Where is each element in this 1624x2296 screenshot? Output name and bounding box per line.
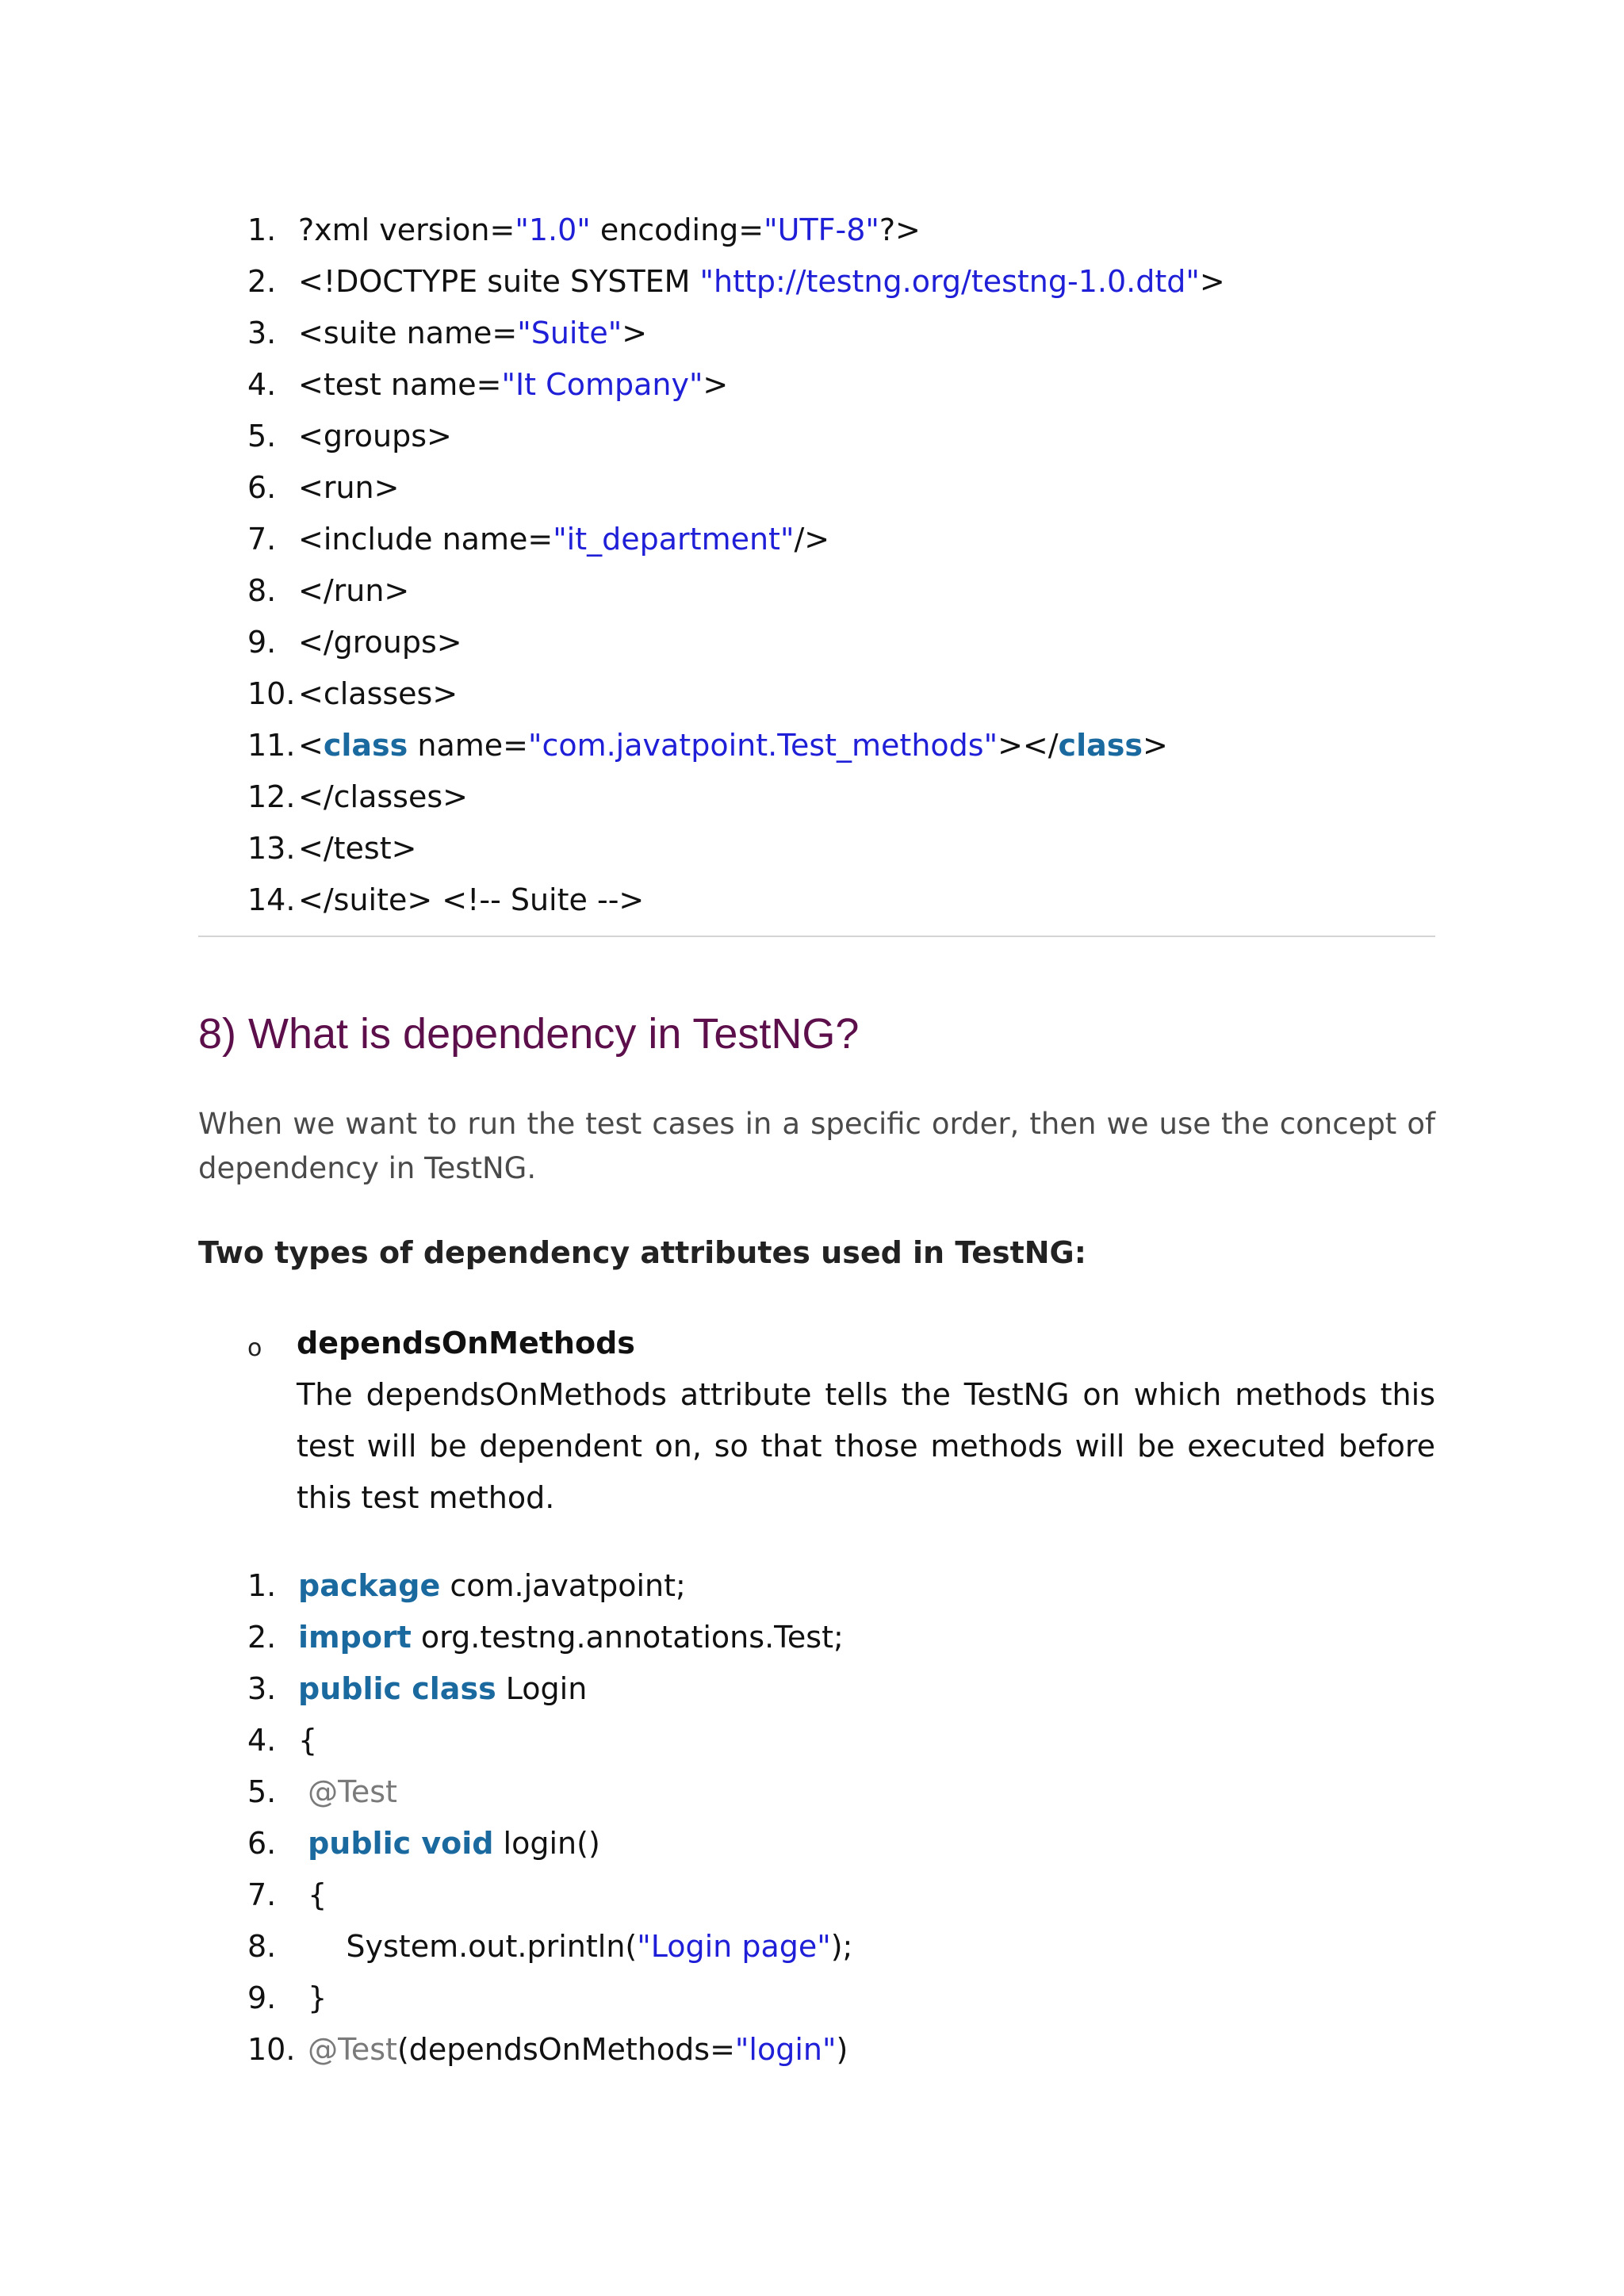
section-heading: 8) What is dependency in TestNG? (198, 1010, 860, 1058)
code-text: <run> (298, 470, 400, 505)
line-number: 4. (247, 1723, 277, 1758)
code-line (247, 1715, 852, 1766)
code-text: { (298, 1723, 318, 1758)
line-number: 8. (247, 1929, 277, 1964)
code-text: <include name= (298, 522, 553, 557)
code-text: > (703, 367, 729, 402)
code-text: <test name= (298, 367, 502, 402)
code-text: <classes> (298, 676, 458, 711)
code-line (247, 874, 1225, 926)
code-string: "UTF-8" (764, 212, 879, 247)
code-text: > (622, 316, 648, 350)
code-text: ></ (998, 728, 1059, 763)
code-text: (dependsOnMethods= (396, 2032, 735, 2067)
code-string: "com.javatpoint.Test_methods" (527, 728, 998, 763)
code-text: <groups> (298, 419, 452, 453)
code-text: > (1199, 264, 1225, 299)
code-keyword: import (298, 1620, 412, 1655)
section-divider (198, 936, 1435, 937)
code-text: /> (794, 522, 830, 557)
java-code-block (247, 1560, 852, 2076)
line-number: 2. (247, 264, 277, 299)
code-text: > (1142, 728, 1168, 763)
dependency-types-heading: Two types of dependency attributes used in TestNG: (198, 1235, 1086, 1270)
bullet-marker-icon: o (247, 1334, 262, 1362)
bullet-title: dependsOnMethods (297, 1326, 635, 1360)
code-text: <!DOCTYPE suite SYSTEM (298, 264, 700, 299)
code-text (298, 2032, 308, 2067)
code-line (247, 256, 1225, 308)
code-text: ?> (879, 212, 921, 247)
code-line (247, 565, 1225, 617)
code-line (247, 1663, 852, 1715)
dependency-bullet-list (198, 1318, 1435, 1524)
bullet-item-depends-on-methods (198, 1318, 1435, 1524)
code-keyword: public class (298, 1671, 496, 1706)
xml-code-block (247, 205, 1225, 926)
code-line (247, 617, 1225, 668)
line-number: 7. (247, 522, 277, 557)
code-line (247, 2024, 852, 2076)
code-line (247, 1560, 852, 1612)
code-text: } (298, 1980, 327, 2015)
code-annotation: @Test (298, 1774, 397, 1809)
line-number: 10. (247, 2032, 296, 2067)
intro-paragraph: When we want to run the test cases in a specific order, then we use the concept of dependency in TestNG. (198, 1107, 1435, 1185)
line-number: 12. (247, 779, 296, 814)
line-number: 1. (247, 212, 277, 247)
code-text: </groups> (298, 625, 462, 660)
code-text: name= (408, 728, 528, 763)
code-string: "1.0" (515, 212, 591, 247)
code-text: System.out.println( (298, 1929, 638, 1964)
code-keyword: class (1058, 728, 1143, 763)
code-line (247, 1921, 852, 1973)
code-keyword: class (323, 728, 408, 763)
code-text: </classes> (298, 779, 468, 814)
code-string: "login" (734, 2032, 837, 2067)
code-text: ?xml version= (298, 212, 515, 247)
code-text: </run> (298, 573, 410, 608)
line-number: 5. (247, 419, 277, 453)
line-number: 6. (247, 1826, 277, 1861)
line-number: 5. (247, 1774, 277, 1809)
line-number: 13. (247, 831, 296, 866)
line-number: 2. (247, 1620, 277, 1655)
line-number: 7. (247, 1877, 277, 1912)
code-line (247, 411, 1225, 462)
code-line (247, 1818, 852, 1869)
line-number: 3. (247, 1671, 277, 1706)
code-text: ); (830, 1929, 853, 1964)
code-text: </suite> <!-- Suite --> (298, 882, 645, 917)
code-line (247, 823, 1225, 874)
code-text: Login (496, 1671, 588, 1706)
line-number: 1. (247, 1568, 277, 1603)
code-line (247, 668, 1225, 720)
code-line (247, 514, 1225, 565)
code-line (247, 308, 1225, 359)
code-annotation: @Test (308, 2032, 397, 2067)
code-text: org.testng.annotations.Test; (411, 1620, 844, 1655)
code-keyword: public void (308, 1826, 494, 1861)
code-line (247, 720, 1225, 771)
code-string: "Login page" (637, 1929, 831, 1964)
code-text: login() (493, 1826, 600, 1861)
line-number: 14. (247, 882, 296, 917)
code-text: < (298, 728, 324, 763)
code-line (247, 1612, 852, 1663)
line-number: 9. (247, 625, 277, 660)
code-string: "Suite" (517, 316, 622, 350)
code-string: "it_department" (553, 522, 795, 557)
line-number: 3. (247, 316, 277, 350)
code-text (298, 1826, 308, 1861)
code-text: <suite name= (298, 316, 518, 350)
code-text: ) (836, 2032, 848, 2067)
code-line (247, 205, 1225, 256)
code-line (247, 1869, 852, 1921)
code-keyword: package (298, 1568, 441, 1603)
code-line (247, 359, 1225, 411)
code-string: "http://testng.org/testng-1.0.dtd" (699, 264, 1200, 299)
code-text: com.javatpoint; (440, 1568, 686, 1603)
code-line (247, 1973, 852, 2024)
bullet-description: The dependsOnMethods attribute tells the TestNG on which methods this test will be dependent on, so that those methods will be executed before this test method. (297, 1377, 1435, 1515)
line-number: 8. (247, 573, 277, 608)
line-number: 11. (247, 728, 296, 763)
code-line (247, 1766, 852, 1818)
line-number: 4. (247, 367, 277, 402)
line-number: 6. (247, 470, 277, 505)
code-line (247, 462, 1225, 514)
line-number: 9. (247, 1980, 277, 2015)
code-text: { (298, 1877, 327, 1912)
code-string: "It Company" (501, 367, 703, 402)
code-text: </test> (298, 831, 417, 866)
code-text: encoding= (590, 212, 764, 247)
code-line (247, 771, 1225, 823)
line-number: 10. (247, 676, 296, 711)
